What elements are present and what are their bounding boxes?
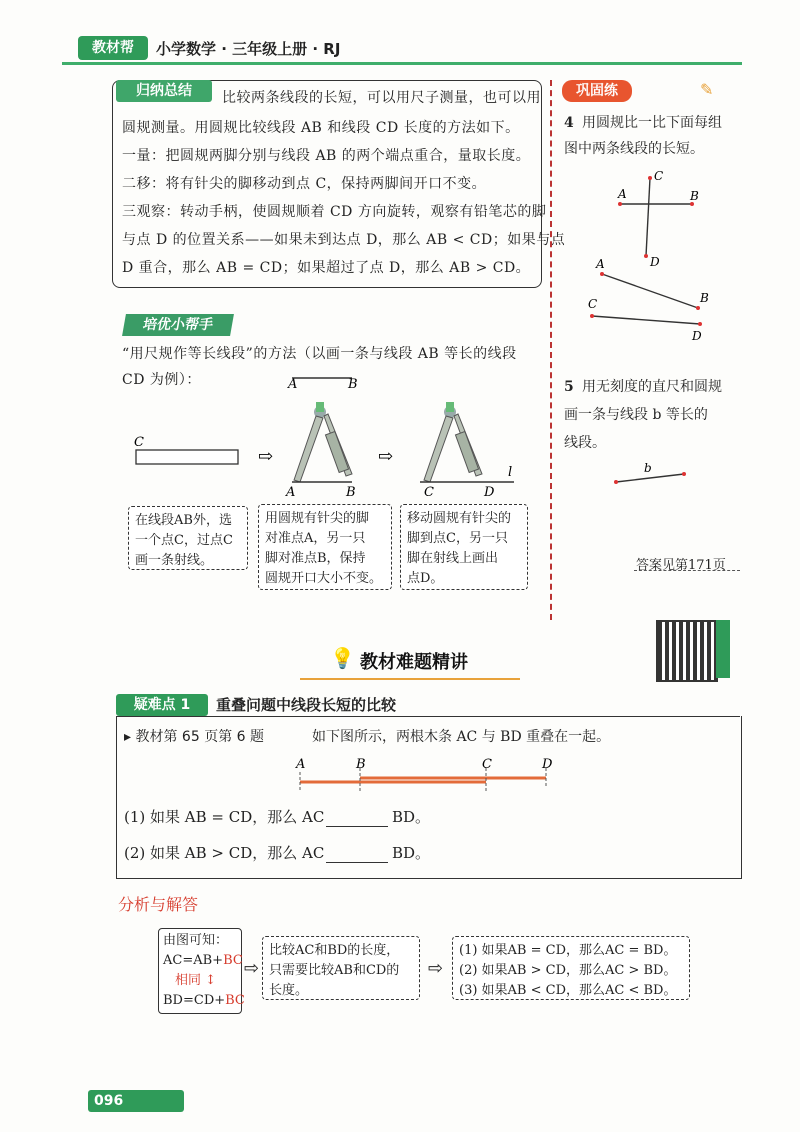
q5-number: 5 [564,379,574,395]
q5-figure [600,460,700,490]
problem-source: ▸ 教材第 65 页第 6 题 [124,729,264,745]
ray-strip [136,450,238,464]
label-b: B [700,291,709,305]
brand-label: 教材帮 [78,36,148,60]
label-c: C [424,485,434,500]
q5-line: 用无刻度的直尺和圆规 [582,379,722,395]
section-underline [300,678,520,680]
problem-description: 如下图所示，两根木条 AC 与 BD 重叠在一起。 [312,729,611,745]
blank-1[interactable] [326,826,388,827]
label-b: B [690,189,699,203]
step2-box: 用圆规有针尖的脚 对准点A，另一只 脚对准点B，保持 圆规开口大小不变。 [258,504,392,590]
answer-reference: 答案见第171页 [636,558,726,573]
label-b: B [348,377,358,392]
practice-tag: 巩固练 [562,80,632,102]
arrow-icon: ⇨ [428,958,444,979]
question-2: (2) 如果 AB > CD，那么 AC [124,844,325,862]
lightbulb-icon: 💡 [330,646,355,670]
q4-number: 4 [564,115,574,131]
label-c: C [482,757,492,772]
divider [634,570,740,571]
label-c: C [134,435,144,450]
book-title: 小学数学 · 三年级上册 · RJ [156,40,341,58]
q4-line: 用圆规比一比下面每组 [582,115,722,131]
summary-line: 三观察：转动手柄，使圆规顺着 CD 方向旋转，观察有铅笔芯的脚 [122,204,547,220]
label-a: A [286,485,296,500]
compass-icon [424,402,482,482]
summary-line: 二移：将有针尖的脚移动到点 C，保持两脚间开口不变。 [122,176,487,192]
compass-icon [294,402,352,482]
summary-line: 一量：把圆规两脚分别与线段 AB 的两个端点重合，量取长度。 [122,148,531,164]
label-b: b [644,461,652,475]
arrow-icon: ⇨ [244,958,260,979]
label-b: B [356,757,366,772]
helper-title: 培优小帮手 [122,314,234,336]
label-b: B [346,485,356,500]
qr-code-icon[interactable] [656,620,718,682]
label-d: D [542,757,553,772]
question-1: (1) 如果 AB = CD，那么 AC [124,808,325,826]
step3-box: 移动圆规有针尖的 脚到点C，另一只 脚在射线上画出 点D。 [400,504,528,590]
helper-line: CD 为例）： [122,372,201,388]
q4-line: 图中两条线段的长短。 [564,141,704,157]
overlap-figure [290,754,560,798]
question-2-end: BD。 [392,844,431,862]
label-a: A [296,757,306,772]
analysis-box-1: 由图可知： AC=AB+BC 相同 ↕ BD=CD+BC [158,928,242,1014]
analysis-title: 分析与解答 [118,895,199,914]
difficulty-label: 疑难点 1 [116,694,208,716]
label-a: A [288,377,298,392]
helper-line: “用尺规作等长线段”的方法（以画一条与线段 AB 等长的线段 [122,346,517,362]
summary-line: 圆规测量。用圆规比较线段 AB 和线段 CD 长度的方法如下。 [122,120,520,136]
analysis-box-2: 比较AC和BD的长度， 只需要比较AB和CD的 长度。 [262,936,420,1000]
label-c: C [654,169,664,183]
label-l: l [508,465,513,480]
difficulty-title: 重叠问题中线段长短的比较 [216,696,397,714]
blank-2[interactable] [326,862,388,863]
q5-line: 画一条与线段 b 等长的 [564,407,708,423]
pencil-icon: ✎ [700,80,714,99]
label-a: A [596,257,605,271]
arrow-icon: ⇨ [258,446,274,467]
page-number: 096 [88,1090,184,1112]
label-a: A [618,187,627,201]
step1-box: 在线段AB外，选 一个点C，过点C 画一条射线。 [128,506,248,570]
label-d: D [484,485,495,500]
arrow-icon: ⇨ [378,446,394,467]
q5-line: 线段。 [564,435,606,451]
q4-figure [580,160,740,350]
summary-line: 比较两条线段的长短，可以用尺子测量，也可以用 [222,90,541,106]
compass-diagram [120,370,540,500]
section-title: 教材难题精讲 [360,652,468,673]
question-1-end: BD。 [392,808,431,826]
summary-line: D 重合，那么 AB = CD；如果超过了点 D，那么 AB > CD。 [122,260,531,276]
column-divider [550,80,552,620]
summary-title: 归纳总结 [116,80,212,102]
analysis-box-3: (1) 如果AB = CD，那么AC = BD。 (2) 如果AB > CD，那么AC > BD。 (3) 如果AB < CD，那么AC < BD。 [452,936,690,1000]
label-c: C [588,297,598,311]
qr-side-tag [716,620,730,678]
label-d: D [650,255,660,269]
summary-line: 与点 D 的位置关系——如果未到达点 D，那么 AB < CD；如果与点 [122,232,566,248]
label-d: D [692,329,702,343]
